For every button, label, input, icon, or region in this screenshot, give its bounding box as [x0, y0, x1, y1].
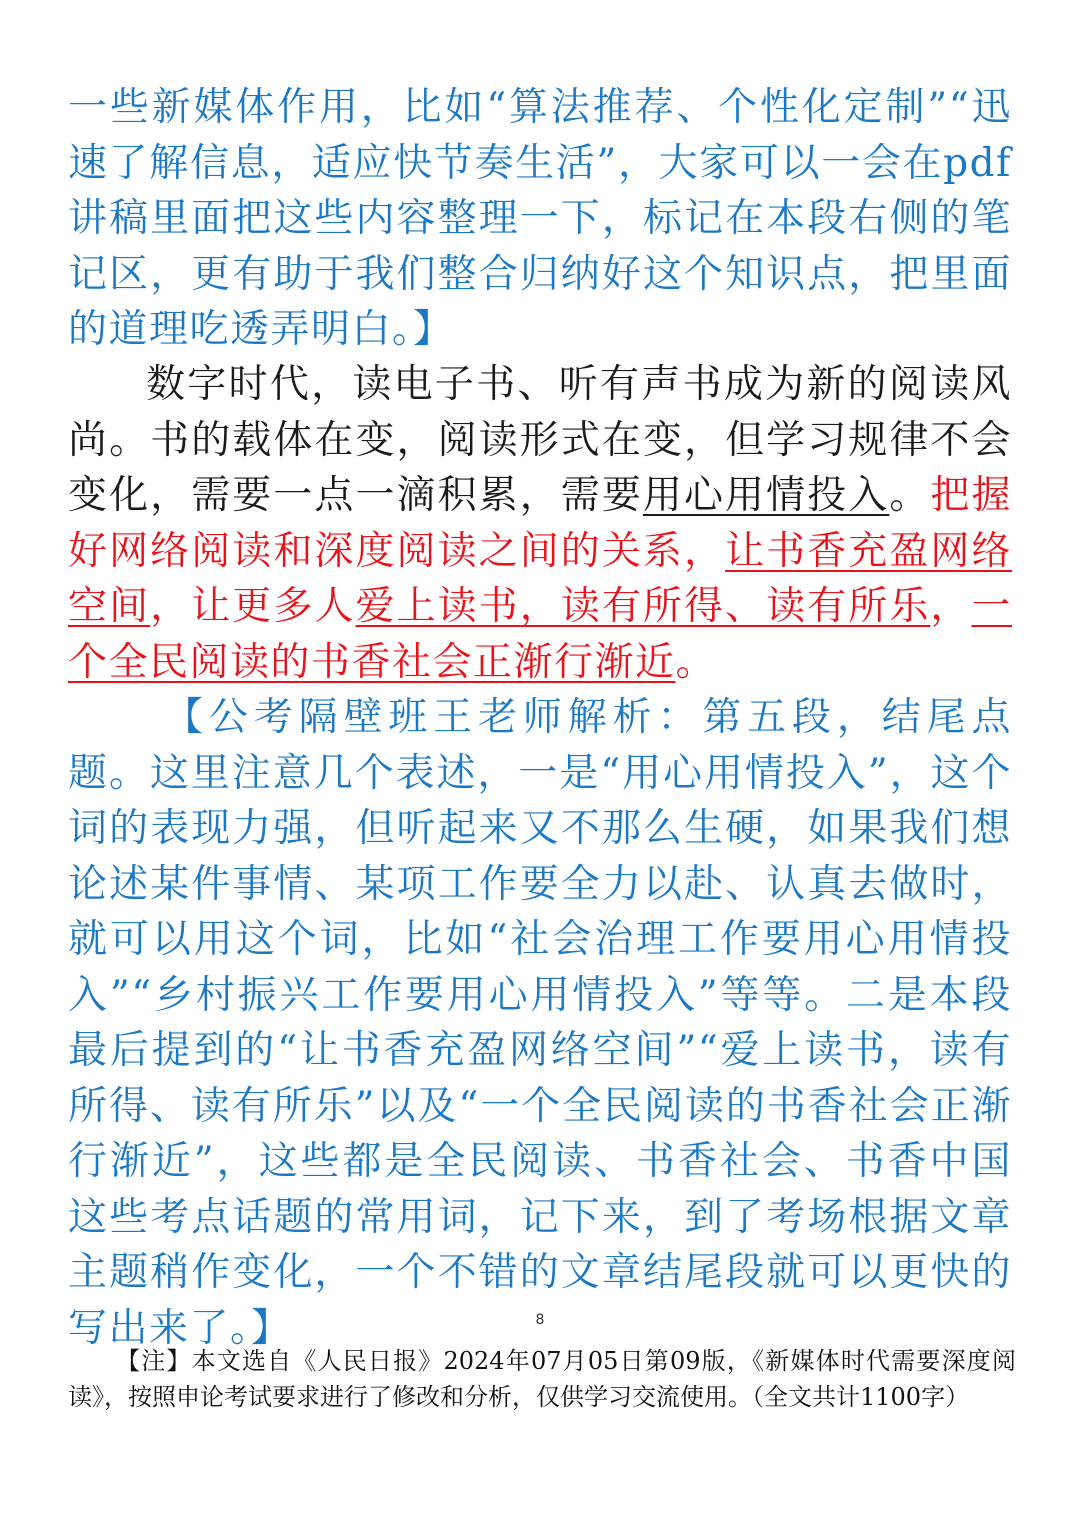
body-text-part-1: 数字时代，读电子书、听有声书成为新的阅读风尚。书的载体在变，阅读形式在变，但学习规律不会变化，需要一点一滴积累，需要: [68, 362, 1012, 518]
body-text-part-2: 。: [889, 473, 931, 518]
highlight-red-underlined-1: 让书香充盈网络空间: [68, 528, 1012, 629]
highlight-red-3: ，: [930, 584, 972, 629]
analysis-text-1: 一些新媒体作用，比如“算法推荐、个性化定制”“迅速了解信息，适应快节奏生活”，大家可以一会在pdf讲稿里面把这些内容整理一下，标记在本段右侧的笔记区，更有助于我们整合归纳好这个知识点，把里面的道理吃透弄明白。】: [68, 85, 1012, 352]
source-note-text: 【注】本文选自《人民日报》2024年07月05日第09版，《新媒体时代需要深度阅读》，按照申论考试要求进行了修改和分析，仅供学习交流使用。（全文共计1100字）: [68, 1347, 1016, 1411]
underlined-phrase: 用心用情投入: [642, 473, 890, 518]
highlight-red-1: 把握好网络阅读和深度阅读之间的关系，: [68, 473, 1012, 574]
highlight-red-underlined-3: 一个全民阅读的书香社会正渐行渐近: [68, 584, 1012, 685]
body-paragraph-conclusion: [68, 357, 1012, 690]
analysis-text-2: 【公考隔壁班王老师解析：第五段，结尾点题。这里注意几个表述，一是“用心用情投入”，这个词的表现力强，但听起来又不那么生硬，如果我们想论述某件事情、某项工作要全力以赴、认真去做时，就可以用这个词，比如“社会治理工作要用心用情投入”“乡村振兴工作要用心用情投入”等等。二是本段最后提到的“让书香充盈网络空间”“爱上读书，读有所得、读有所乐”以及“一个全民阅读的书香社会正渐行渐近”，这些都是全民阅读、书香社会、书香中国这些考点话题的常用词，记下来，到了考场根据文章主题稍作变化，一个不错的文章结尾段就可以更快的写出来了。】: [68, 695, 1012, 1351]
highlight-red-underlined-2: 爱上读书，读有所得、读有所乐: [355, 584, 931, 629]
analysis-paragraph-continued: [68, 80, 1012, 358]
source-note: [68, 1343, 1016, 1415]
analysis-paragraph: [68, 690, 1012, 1356]
highlight-red-4: 。: [675, 639, 717, 685]
highlight-red-2: ，让更多人: [150, 584, 356, 629]
page-number: 8: [535, 1312, 545, 1328]
